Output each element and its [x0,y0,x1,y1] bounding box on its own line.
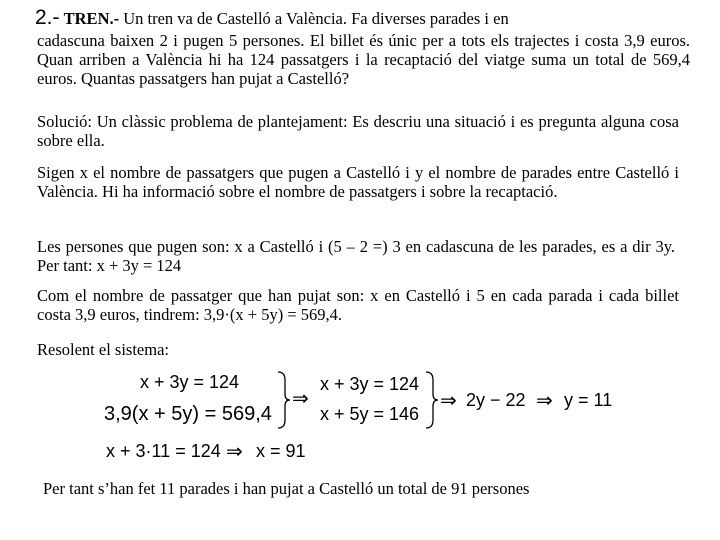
implies-arrow-2: ⇒ [440,388,457,412]
implies-arrow-4: ⇒ [226,439,243,463]
equation-2: 3,9(x + 5y) = 569,4 [104,403,272,425]
problem-line1: Un tren va de Castelló a València. Fa diverses parades i en [123,9,509,28]
problem-statement [37,8,690,28]
problem-text: cadascuna baixen 2 i pugen 5 persones. El billet és únic per a tots els trajectes i costa 3,9 euros. Quan arriben a València hi ha 124 passatgers i la recaptació del viatge suma un total de 569,4 euros. Quantas passatgers han pujat a Castelló? [37,31,690,88]
revenue-paragraph: Com el nombre de passatger que han pujat son: x en Castelló i 5 en cada parada i cada billet costa 3,9 euros, tindrem: 3,9·(x + 5y) = 569,4. [37,286,679,324]
passengers-paragraph: Les persones que pugen son: x a Castelló i (5 – 2 =) 3 en cadascuna de les parades, es a dir 3y. Per tant: x + 3y = 124 [37,237,675,275]
right-brace-2 [424,370,440,430]
equation-6: y = 11 [564,390,613,410]
equation-3: x + 3y = 124 [320,374,420,394]
implies-arrow-1: ⇒ [292,386,309,410]
problem-number: 2.- [35,6,60,29]
problem-title: TREN.- [63,9,120,28]
equation-4: x + 5y = 146 [320,404,420,424]
solution-intro: Solució: Un clàssic problema de plantejament: Es descriu una situació i es pregunta alguna cosa sobre ella. [37,112,679,150]
equation-5: 2y − 22 [466,390,526,410]
equation-1: x + 3y = 124 [140,372,240,392]
right-brace [276,370,292,430]
resolent-label: Resolent el sistema: [37,340,169,359]
implies-arrow-3: ⇒ [536,388,553,412]
equation-8: x = 91 [256,441,306,461]
conclusion: Per tant s’han fet 11 parades i han pujat a Castelló un total de 91 persones [43,479,530,498]
equation-7: x + 3·11 = 124 [106,441,221,461]
variables-paragraph: Sigen x el nombre de passatgers que pugen a Castelló i y el nombre de parades entre Castelló i València. Hi ha informació sobre el nombre de passatgers i sobre la recaptació. [37,163,679,201]
